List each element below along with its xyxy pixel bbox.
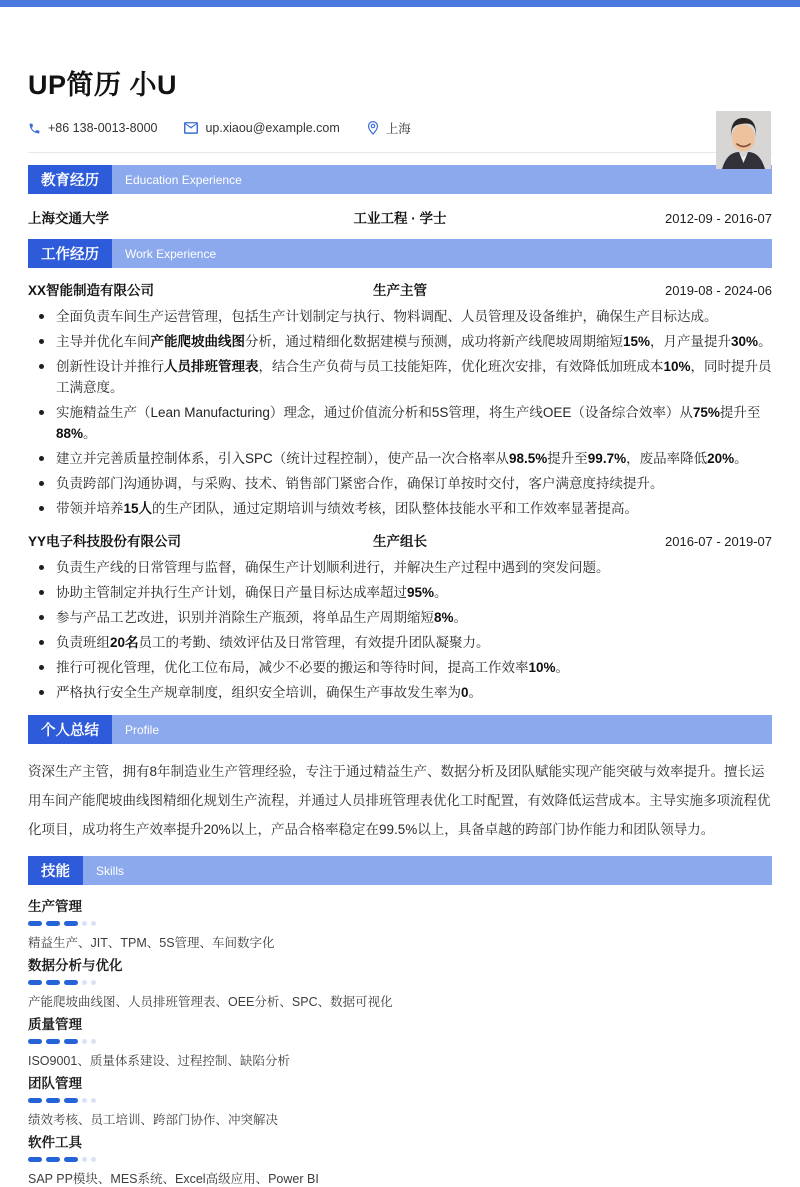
job-header-row <box>28 530 772 550</box>
bullet-text: ，结合生产负荷与员工技能矩阵，优化班次安排，有效降低加班成本 <box>258 359 664 374</box>
job-bullet <box>28 607 772 628</box>
job-bullet <box>28 306 772 327</box>
skill-level-pill-active <box>46 1039 60 1044</box>
bullet-text: 实施精益生产（Lean Manufacturing）理念，通过价值流分析和5S管理，将生产线OEE（设备综合效率）从 <box>56 405 693 420</box>
skill-level-pill-active <box>46 1157 60 1162</box>
job-bullet <box>28 331 772 352</box>
bullet-text: ，废品率降低 <box>626 451 708 466</box>
skill-level-dot-inactive <box>91 1157 96 1162</box>
skill-keywords: SAP PP模块、MES系统、Excel高级应用、Power BI <box>28 1172 319 1186</box>
skill-level-pill-active <box>28 1157 42 1162</box>
job-bullet <box>28 632 772 653</box>
education-entry <box>28 207 772 227</box>
skill-keywords: 绩效考核、员工培训、跨部门协作、冲突解决 <box>28 1113 279 1127</box>
job-bullet-list <box>28 557 772 703</box>
bullet-text: 主导并优化车间 <box>56 334 151 349</box>
skill-group <box>28 1075 772 1128</box>
candidate-name: UP简历 小U <box>28 70 178 100</box>
bullet-highlight: 99.7% <box>587 451 627 466</box>
skill-group <box>28 957 772 1010</box>
top-accent-bar <box>0 0 800 7</box>
bullet-text: ，同时提升员工满意度。 <box>56 359 772 395</box>
skill-level-pill-active <box>28 980 42 985</box>
bullet-text: 。 <box>555 660 570 675</box>
section-header-education <box>28 165 772 194</box>
skill-level-dot-inactive <box>91 921 96 926</box>
bullet-highlight: 8% <box>434 610 454 625</box>
section-title-en: Profile <box>112 715 772 744</box>
section-title-zh: 教育经历 <box>28 165 112 194</box>
work-experience-list <box>28 279 772 703</box>
bullet-text: 员工的考勤、绩效评估及日常管理，有效提升团队凝聚力。 <box>138 635 490 650</box>
education-period: 2012-09 - 2016-07 <box>665 211 772 226</box>
bullet-highlight: 30% <box>731 334 759 349</box>
skill-level-pill-active <box>28 1039 42 1044</box>
skill-level-indicator <box>28 980 772 985</box>
skill-level-pill-active <box>46 980 60 985</box>
job-period: 2019-08 - 2024-06 <box>665 283 772 298</box>
section-title-zh: 个人总结 <box>28 715 112 744</box>
skill-level-indicator <box>28 1157 772 1162</box>
skill-level-pill-active <box>64 1157 78 1162</box>
bullet-highlight: 88% <box>56 426 84 441</box>
skill-category-name: 软件工具 <box>28 1135 82 1150</box>
bullet-highlight: 75% <box>692 405 720 420</box>
bullet-highlight: 20% <box>707 451 735 466</box>
job-bullet <box>28 448 772 469</box>
skill-level-pill-active <box>28 1098 42 1103</box>
bullet-text: 负责生产线的日常管理与监督，确保生产计划顺利进行，并解决生产过程中遇到的突发问题。 <box>56 560 610 575</box>
bullet-highlight: 人员排班管理表 <box>164 359 259 374</box>
resume-sheet <box>0 63 800 1186</box>
section-title-zh: 工作经历 <box>28 239 112 268</box>
job-company: YY电子科技股份有限公司 <box>28 534 182 549</box>
skill-keywords: ISO9001、质量体系建设、过程控制、缺陷分析 <box>28 1054 290 1068</box>
skill-level-indicator <box>28 921 772 926</box>
job-bullet <box>28 557 772 578</box>
skill-group <box>28 1134 772 1187</box>
bullet-highlight: 20名 <box>110 635 139 650</box>
skill-level-dot-inactive <box>91 980 96 985</box>
job-bullet <box>28 498 772 519</box>
job-bullet <box>28 356 772 398</box>
bullet-text: 负责班组 <box>56 635 110 650</box>
contact-location <box>367 119 411 137</box>
bullet-text: 。 <box>468 685 483 700</box>
bullet-text: 推行可视化管理，优化工位布局，减少不必要的搬运和等待时间，提高工作效率 <box>56 660 529 675</box>
bullet-highlight: 15% <box>623 334 651 349</box>
skill-keywords: 产能爬坡曲线图、人员排班管理表、OEE分析、SPC、数据可视化 <box>28 995 393 1009</box>
job-bullet <box>28 682 772 703</box>
skill-level-pill-active <box>64 1098 78 1103</box>
section-title-en: Education Experience <box>112 165 772 194</box>
bullet-text: 。 <box>434 585 448 600</box>
job-entry <box>28 530 772 703</box>
education-major: 工业工程 · 学士 <box>353 211 447 226</box>
bullet-text: 全面负责车间生产运营管理，包括生产计划制定与执行、物料调配、人员管理及设备维护，确保生产目标达成。 <box>56 309 718 324</box>
bullet-text: 提升至 <box>719 405 761 420</box>
skill-level-pill-active <box>64 921 78 926</box>
bullet-text: 带领并培养 <box>56 501 124 516</box>
skill-level-dot-inactive <box>82 1039 87 1044</box>
profile-photo-image <box>716 111 771 169</box>
skill-level-dot-inactive <box>91 1098 96 1103</box>
bullet-text: 提升至 <box>547 451 588 466</box>
section-title-zh: 技能 <box>28 856 83 885</box>
bullet-text: 。 <box>758 334 772 349</box>
profile-photo <box>716 111 771 169</box>
job-bullet <box>28 473 772 494</box>
section-header-skills <box>28 856 772 885</box>
job-bullet <box>28 402 772 444</box>
skill-level-dot-inactive <box>82 921 87 926</box>
bullet-text: 的生产团队，通过定期培训与绩效考核，团队整体技能水平和工作效率显著提高。 <box>152 501 639 516</box>
job-role: 生产主管 <box>373 283 427 298</box>
skill-level-pill-active <box>28 921 42 926</box>
contact-location-text: 上海 <box>385 122 411 136</box>
section-header-profile <box>28 715 772 744</box>
bullet-highlight: 0 <box>461 685 469 700</box>
bullet-highlight: 产能爬坡曲线图 <box>150 334 245 349</box>
skill-level-pill-active <box>64 1039 78 1044</box>
bullet-text: 建立并完善质量控制体系，引入SPC（统计过程控制），使产品一次合格率从 <box>56 451 510 466</box>
profile-summary: 资深生产主管，拥有8年制造业生产管理经验，专注于通过精益生产、数据分析及团队赋能实现产能突破与效率提升。擅长运用车间产能爬坡曲线图精细化规划生产流程，并通过人员排班管理表优化工时配置，有效降低运营成本。主导实施多项流程优化项目，成功将生产效率提升20%以上，产品合格率稳定在99.5%以上，具备卓越的跨部门协作能力和团队领导力。 <box>28 764 771 837</box>
skill-group <box>28 1016 772 1069</box>
skill-category-name: 生产管理 <box>28 899 82 914</box>
skill-level-pill-active <box>46 921 60 926</box>
bullet-text: 分析，通过精细化数据建模与预测，成功将新产线爬坡周期缩短 <box>245 334 623 349</box>
phone-icon <box>28 122 41 135</box>
bullet-text: 参与产品工艺改进，识别并消除生产瓶颈，将单品生产周期缩短 <box>56 610 434 625</box>
job-header-row <box>28 279 772 299</box>
location-pin-icon <box>367 121 379 135</box>
bullet-highlight: 15人 <box>123 501 153 516</box>
bullet-text: 负责跨部门沟通协调，与采购、技术、销售部门紧密合作，确保订单按时交付，客户满意度持续提升。 <box>56 476 664 491</box>
skill-category-name: 数据分析与优化 <box>28 958 123 973</box>
bullet-text: 。 <box>83 426 97 441</box>
skill-level-pill-active <box>46 1098 60 1103</box>
skill-level-dot-inactive <box>82 1157 87 1162</box>
header-divider <box>28 152 772 153</box>
section-title-en: Skills <box>83 856 772 885</box>
skill-level-indicator <box>28 1098 772 1103</box>
skill-keywords: 精益生产、JIT、TPM、5S管理、车间数字化 <box>28 936 275 950</box>
bullet-highlight: 10% <box>528 660 556 675</box>
skill-category-name: 质量管理 <box>28 1017 82 1032</box>
education-school: 上海交通大学 <box>28 211 109 226</box>
bullet-text: 严格执行安全生产规章制度，组织安全培训，确保生产事故发生率为 <box>56 685 461 700</box>
skill-category-name: 团队管理 <box>28 1076 82 1091</box>
job-bullet-list <box>28 306 772 519</box>
contact-row <box>28 119 772 137</box>
skill-level-dot-inactive <box>82 980 87 985</box>
contact-email-text: up.xiaou@example.com <box>205 121 340 135</box>
skill-group <box>28 898 772 951</box>
skill-level-dot-inactive <box>82 1098 87 1103</box>
bullet-text: ，月产量提升 <box>650 334 732 349</box>
job-bullet <box>28 582 772 603</box>
job-bullet <box>28 657 772 678</box>
section-title-en: Work Experience <box>112 239 772 268</box>
contact-phone-text: +86 138-0013-8000 <box>48 121 158 135</box>
skill-level-pill-active <box>64 980 78 985</box>
bullet-text: 。 <box>734 451 748 466</box>
skills-list <box>28 898 772 1187</box>
bullet-text: 协助主管制定并执行生产计划，确保日产量目标达成率超过 <box>56 585 407 600</box>
job-period: 2016-07 - 2019-07 <box>665 534 772 549</box>
mail-icon <box>184 122 198 134</box>
contact-email <box>184 121 339 135</box>
bullet-text: 创新性设计并推行 <box>56 359 164 374</box>
skill-level-indicator <box>28 1039 772 1044</box>
bullet-highlight: 98.5% <box>509 451 548 466</box>
bullet-highlight: 95% <box>407 585 435 600</box>
bullet-text: 。 <box>453 610 468 625</box>
contact-phone <box>28 121 157 135</box>
job-entry <box>28 279 772 519</box>
section-header-work <box>28 239 772 268</box>
job-company: XX智能制造有限公司 <box>28 283 155 298</box>
bullet-highlight: 10% <box>663 359 691 374</box>
skill-level-dot-inactive <box>91 1039 96 1044</box>
job-role: 生产组长 <box>373 534 427 549</box>
